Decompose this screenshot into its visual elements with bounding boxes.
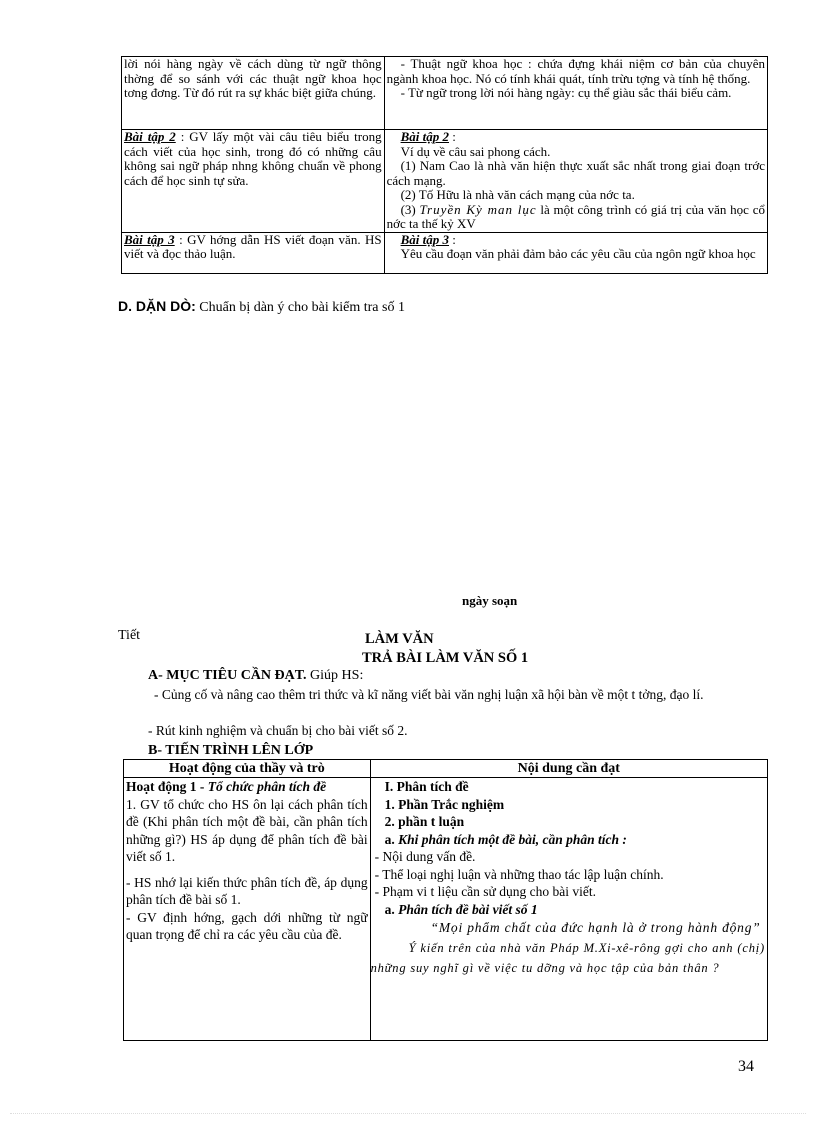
- content-item: - Nội dung vấn đề.: [374, 849, 476, 864]
- question-text: Ý kiến trên của nhà văn Pháp M.Xi-xê-rông gợi cho anh (chị) những suy nghĩ gì về việc tu dỡng và học tập của bản thân ?: [370, 941, 765, 975]
- ngay-soan: ngày soạn: [462, 593, 518, 608]
- content-item: - Thể loại nghị luận và những thao tác lập luận chính.: [374, 866, 664, 882]
- column-header: Hoạt động của thầy và trò: [124, 760, 371, 778]
- column-header: Nội dung cần đạt: [370, 760, 767, 778]
- exercise-table: [121, 56, 768, 274]
- section-b: B- TIẾN TRÌNH LÊN LỚP: [148, 743, 314, 758]
- exercise-title: Bài tập 3: [400, 231, 449, 247]
- table-cell: [122, 57, 385, 130]
- page-number: 34: [738, 1058, 754, 1075]
- cell-text: - Từ ngữ trong lời nói hàng ngày: cụ thể giàu sắc thái biểu cảm.: [400, 85, 732, 100]
- activity-text: - HS nhớ lại kiến thức phân tích đề, áp dụng phân tích đề bài số 1.: [126, 874, 368, 907]
- activity-label: Hoạt động 1 -: [126, 779, 205, 794]
- table-cell: [384, 57, 767, 130]
- tiet-label: Tiết: [118, 628, 141, 643]
- cell-text: (2) Tố Hữu là nhà văn cách mạng của nớc ta.: [400, 187, 635, 202]
- lesson-table: [123, 759, 768, 1041]
- exercise-title: Bài tập 3: [124, 231, 175, 247]
- page-title: LÀM VĂN: [365, 631, 434, 647]
- cell-text: - Thuật ngữ khoa học : chứa đựng khái niệm cơ bản của chuyên ngành khoa học. Nó có tính khái quát, tính trừu tợng và tính hệ thống.: [386, 56, 765, 86]
- table-cell: [122, 130, 385, 233]
- section-a: [148, 668, 363, 684]
- table-cell: [370, 778, 767, 1041]
- page-divider: [10, 1113, 806, 1114]
- section-a-text: Giúp HS:: [306, 668, 364, 683]
- exercise-title: Bài tập 2: [124, 129, 176, 144]
- cell-text: :: [449, 129, 456, 144]
- content-item: - Phạm vi t liệu cần sử dụng cho bài viết.: [374, 884, 596, 899]
- table-cell: [384, 130, 767, 233]
- cell-text: (1) Nam Cao là nhà văn hiện thực xuất sắc nhất trong giai đoạn trớc cách mạng.: [386, 158, 765, 188]
- table-row: [122, 130, 768, 233]
- cell-text: Ví dụ về câu sai phong cách.: [400, 143, 551, 159]
- content-heading: 2. phần t luận: [384, 814, 465, 829]
- cell-text: lời nói hàng ngày về cách dùng từ ngữ thông thờng để so sánh với các thuật ngữ khoa học tơng đơng. Từ đó rút ra sự khác biệt giữa chúng.: [124, 56, 382, 100]
- content-label: a.: [384, 901, 395, 917]
- page-subtitle: TRẢ BÀI LÀM VĂN SỐ 1: [362, 650, 529, 666]
- table-header-row: [124, 760, 768, 778]
- cell-text: : GV lấy một vài câu tiêu biểu trong cách viết của học sinh, trong đó có những câu không sai ngữ pháp nhng không chuẩn về phong cách để học sinh tự sửa.: [124, 129, 382, 188]
- section-a-line-1: - Củng cố và nâng cao thêm tri thức và kĩ năng viết bài văn nghị luận xã hội bàn về một t tởng, đạo lí.: [154, 687, 704, 702]
- section-d-label: D. DẶN DÒ:: [118, 298, 196, 314]
- section-a-label: A- MỤC TIÊU CẦN ĐẠT.: [148, 668, 307, 683]
- cell-text: (3): [400, 201, 420, 217]
- cell-text: :: [449, 231, 456, 247]
- content-heading: 1. Phần Trắc nghiệm: [384, 796, 505, 812]
- book-title: Truyền Kỳ man lục: [419, 201, 537, 217]
- table-cell: [122, 232, 385, 273]
- content-heading: Phân tích đề bài viết số 1: [398, 901, 538, 917]
- section-d-text: Chuẩn bị dàn ý cho bài kiểm tra số 1: [199, 300, 405, 315]
- table-row: [122, 57, 768, 130]
- table-row: [124, 778, 768, 1041]
- table-cell: [124, 778, 371, 1041]
- table-row: [122, 232, 768, 273]
- quote-text: “Mọi phẩm chất của đức hạnh là ở trong hành động”: [430, 920, 761, 935]
- cell-text: Yêu cầu đoạn văn phải đảm bảo các yêu cầu của ngôn ngữ khoa học: [400, 246, 756, 261]
- cell-text: : GV hớng dẫn HS viết đoạn văn. HS viết và đọc thảo luận.: [124, 231, 382, 261]
- table-cell: [384, 232, 767, 273]
- activity-text: - GV định hớng, gạch dới những từ ngữ quan trọng để chỉ ra các yêu cầu của đề.: [126, 909, 368, 942]
- section-d: [118, 298, 405, 316]
- content-label: a.: [384, 831, 395, 847]
- activity-title: Tổ chức phân tích đề: [207, 779, 327, 794]
- section-a-line-2: - Rút kinh nghiệm và chuẩn bị cho bài viết số 2.: [148, 723, 408, 738]
- exercise-title: Bài tập 2: [400, 129, 449, 144]
- cell-text: là một công trình có giá trị của văn học cổ nớc ta thế kỷ XV: [386, 201, 765, 231]
- activity-text: 1. GV tổ chức cho HS ôn lại cách phân tích đề (Khi phân tích một đề bài, cần phân tích những gì?) HS áp dụng để phân tích đề bài viết số 1.: [126, 796, 368, 864]
- content-heading: I. Phân tích đề: [384, 779, 469, 794]
- content-heading: Khi phân tích một đề bài, cần phân tích :: [398, 831, 627, 847]
